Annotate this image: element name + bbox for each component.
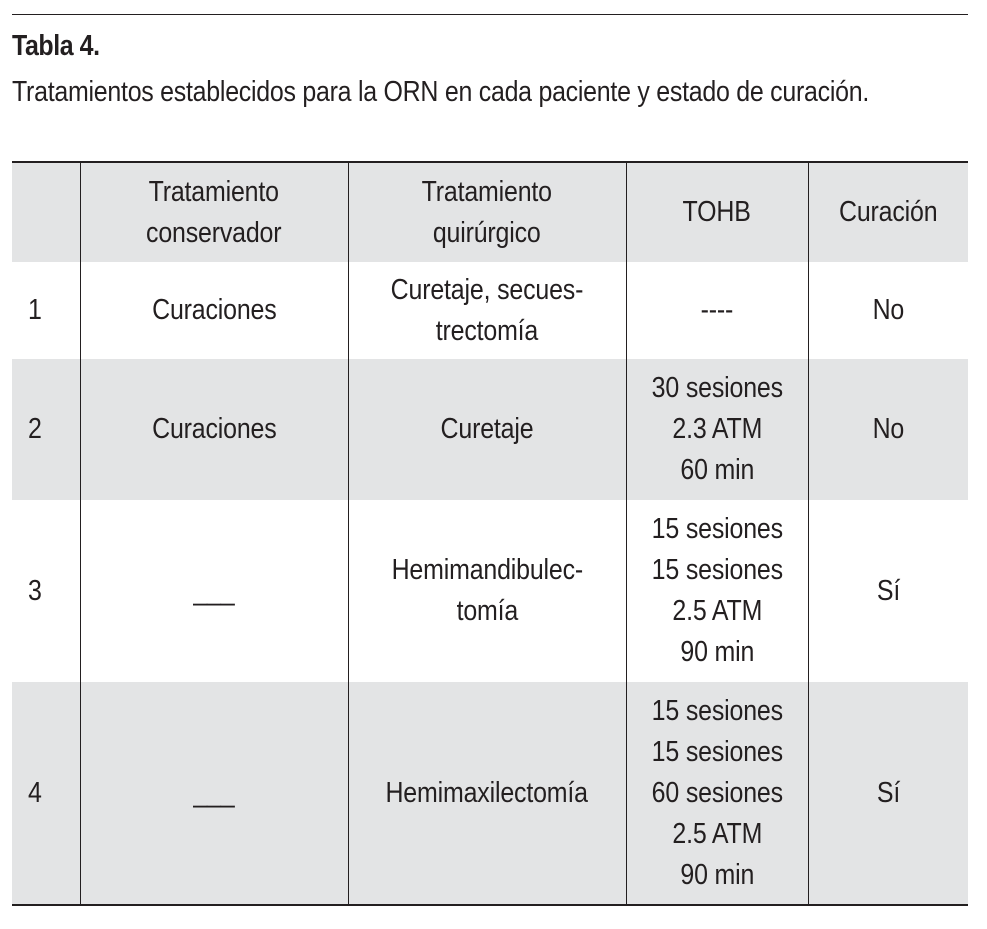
cell-cure: Sí (808, 682, 968, 905)
cell-conservative-treatment: ___ (80, 682, 348, 905)
header-tohb: TOHB (626, 162, 808, 262)
cell-surgical-treatment: Curetaje, secues- trectomía (348, 262, 626, 359)
cell-surgical-treatment: Hemimaxilectomía (348, 682, 626, 905)
top-rule (12, 14, 968, 15)
cell-cure: Sí (808, 500, 968, 682)
cell-tohb: 15 sesiones 15 sesiones 60 sesiones 2.5 ATM 90 min (626, 682, 808, 905)
table-header-row (12, 162, 968, 262)
cell-conservative-treatment: Curaciones (80, 359, 348, 500)
table-caption-text: Tratamientos establecidos para la ORN en cada paciente y estado de curación. (12, 76, 870, 108)
cell-cure: No (808, 359, 968, 500)
treatment-table (12, 161, 968, 906)
table-caption-title: Tabla 4. (12, 30, 100, 62)
table-row (12, 682, 968, 905)
header-conservative-treatment: Tratamiento conservador (80, 162, 348, 262)
cell-cure: No (808, 262, 968, 359)
table-row (12, 262, 968, 359)
cell-patient-id: 1 (28, 294, 42, 326)
table-row (12, 359, 968, 500)
cell-tohb: 15 sesiones 15 sesiones 2.5 ATM 90 min (626, 500, 808, 682)
cell-surgical-treatment: Curetaje (348, 359, 626, 500)
header-surgical-treatment: Tratamiento quirúrgico (348, 162, 626, 262)
cell-patient-id: 3 (28, 574, 42, 607)
table-row (12, 500, 968, 682)
cell-conservative-treatment: ___ (80, 500, 348, 682)
cell-tohb: ---- (626, 262, 808, 359)
header-patient (12, 162, 80, 262)
cell-patient-id: 4 (28, 776, 42, 809)
cell-conservative-treatment: Curaciones (80, 262, 348, 359)
cell-surgical-treatment: Hemimandibulec- tomía (348, 500, 626, 682)
cell-patient-id: 2 (28, 413, 42, 445)
cell-tohb: 30 sesiones 2.3 ATM 60 min (626, 359, 808, 500)
header-cure: Curación (808, 162, 968, 262)
